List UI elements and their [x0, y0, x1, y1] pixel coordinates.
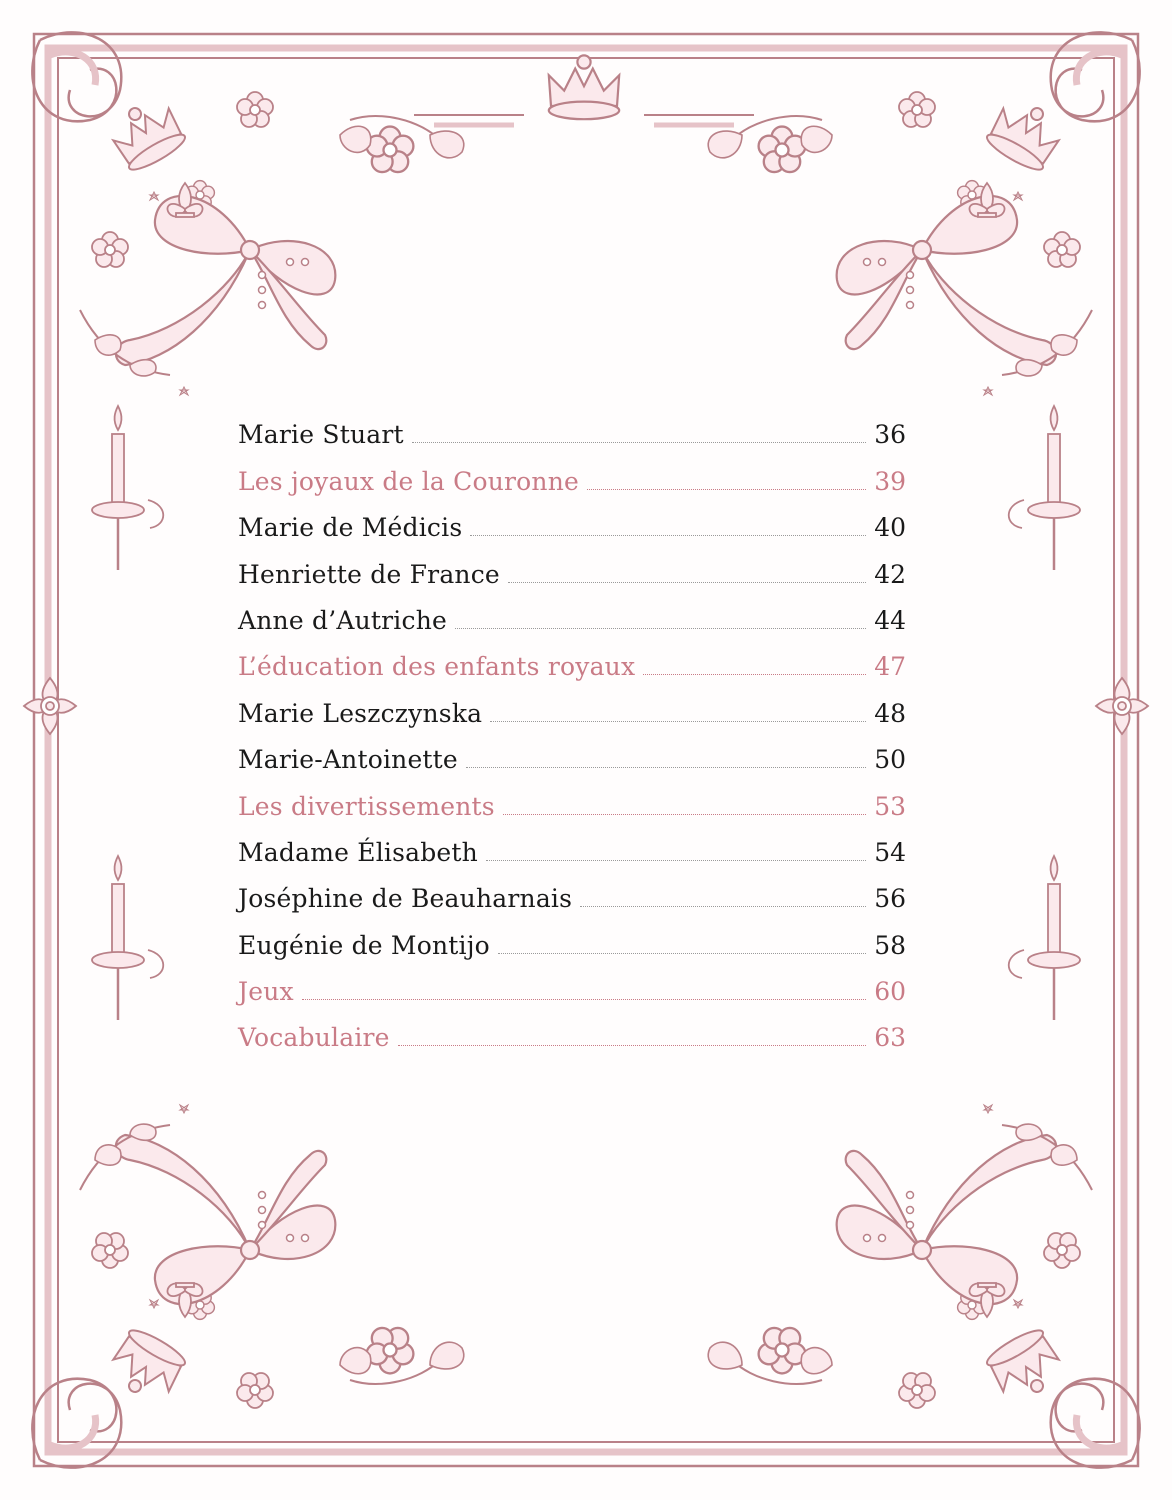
toc-entry-title: Joséphine de Beauharnais	[238, 884, 573, 914]
toc-entry-page: 48	[874, 698, 906, 728]
toc-entry[interactable]	[238, 589, 906, 635]
rosette-icon	[24, 678, 76, 734]
toc-entry-title: Anne d’Autriche	[238, 605, 447, 635]
dot-leader	[508, 581, 866, 583]
toc-entry-page: 44	[874, 605, 906, 635]
dot-leader	[486, 859, 866, 861]
toc-entry[interactable]	[238, 449, 906, 495]
toc-entry-title: Vocabulaire	[238, 1023, 390, 1053]
toc-entry-page: 53	[874, 791, 906, 821]
toc-entry-title: Marie de Médicis	[238, 513, 463, 543]
dot-leader	[302, 998, 866, 1000]
dot-leader	[470, 534, 866, 536]
candle-sconce-icon	[92, 856, 163, 1020]
toc-entry-title: Jeux	[238, 977, 294, 1007]
toc-entry-title: Marie-Antoinette	[238, 745, 458, 775]
toc-entry-title: Marie Stuart	[238, 420, 404, 450]
toc-entry[interactable]	[238, 542, 906, 588]
corner-ornament-top-right	[708, 32, 1139, 395]
toc-entry[interactable]	[238, 1006, 906, 1052]
dot-leader	[412, 441, 866, 443]
toc-entry-page: 47	[874, 652, 906, 682]
toc-entry[interactable]	[238, 681, 906, 727]
toc-entry-title: Les divertissements	[238, 791, 495, 821]
dot-leader	[490, 720, 866, 722]
toc-entry-page: 58	[874, 930, 906, 960]
rosette-icon	[1096, 678, 1148, 734]
toc-entry-page: 60	[874, 977, 906, 1007]
dot-leader	[498, 952, 866, 954]
toc-entry-page: 63	[874, 1023, 906, 1053]
toc-entry[interactable]	[238, 913, 906, 959]
dot-leader	[643, 673, 866, 675]
crown-icon	[414, 55, 754, 125]
toc-entry-page: 50	[874, 745, 906, 775]
toc-entry[interactable]	[238, 496, 906, 542]
toc-entry-title: Madame Élisabeth	[238, 837, 478, 867]
toc-entry-title: Eugénie de Montijo	[238, 930, 490, 960]
toc-entry[interactable]	[238, 867, 906, 913]
corner-ornament-bottom-left	[32, 1105, 463, 1468]
toc-entry-page: 40	[874, 513, 906, 543]
toc-entry[interactable]	[238, 728, 906, 774]
toc-entry-page: 56	[874, 884, 906, 914]
toc-entry-title: Les joyaux de la Couronne	[238, 466, 580, 496]
candle-sconce-icon	[1009, 856, 1080, 1020]
toc-entry[interactable]	[238, 821, 906, 867]
candle-sconce-icon	[1009, 406, 1080, 570]
dot-leader	[455, 627, 866, 629]
toc-entry-title: Henriette de France	[238, 559, 500, 589]
toc-entry-title: L’éducation des enfants royaux	[238, 652, 636, 682]
dot-leader	[466, 766, 866, 768]
candle-sconce-icon	[92, 406, 163, 570]
toc-entry-title: Marie Leszczynska	[238, 698, 483, 728]
toc-entry-page: 42	[874, 559, 906, 589]
dot-leader	[587, 488, 866, 490]
dot-leader	[503, 813, 866, 815]
toc-entry[interactable]	[238, 635, 906, 681]
table-of-contents	[238, 403, 906, 1052]
toc-entry-page: 39	[874, 466, 906, 496]
corner-ornament-bottom-right	[708, 1105, 1139, 1468]
toc-entry[interactable]	[238, 403, 906, 449]
dot-leader	[398, 1044, 866, 1046]
toc-entry-page: 36	[874, 420, 906, 450]
toc-entry[interactable]	[238, 960, 906, 1006]
corner-ornament-top-left	[32, 32, 463, 395]
toc-entry[interactable]	[238, 774, 906, 820]
toc-entry-page: 54	[874, 837, 906, 867]
dot-leader	[580, 905, 866, 907]
